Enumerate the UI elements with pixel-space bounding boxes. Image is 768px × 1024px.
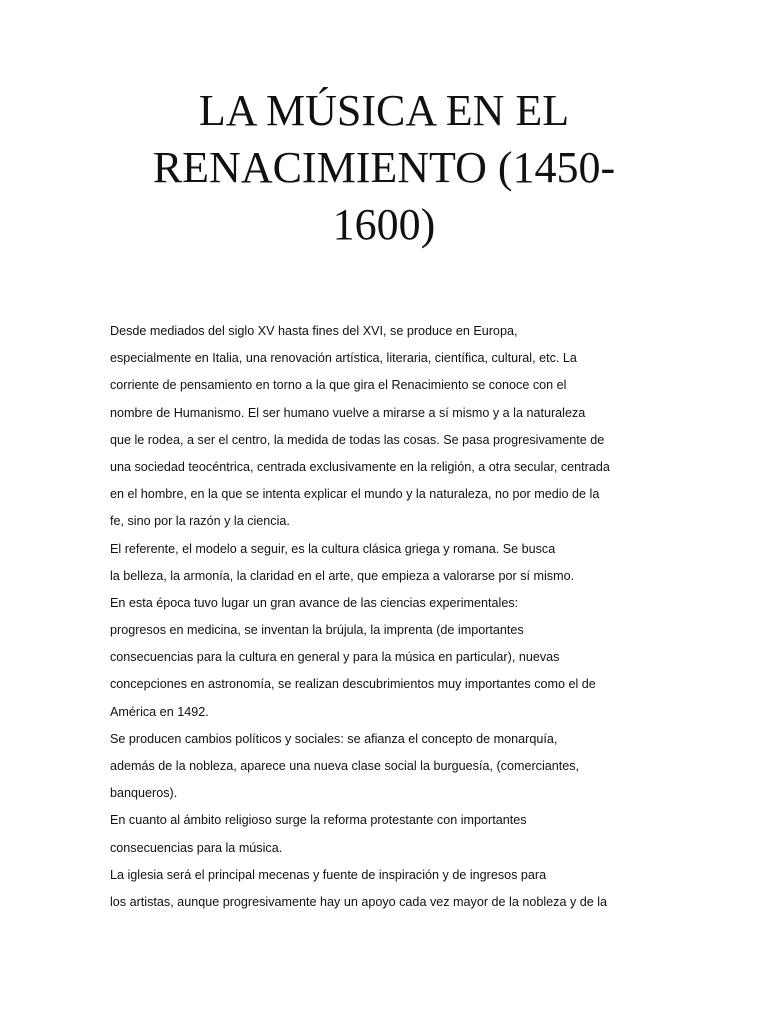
body-line: una sociedad teocéntrica, centrada exclusivamente en la religión, a otra secular, centrada bbox=[110, 459, 610, 474]
body-line: Desde mediados del siglo XV hasta fines del XVI, se produce en Europa, bbox=[110, 324, 518, 338]
body-line: En esta época tuvo lugar un gran avance de las ciencias experimentales: bbox=[110, 595, 519, 610]
body-line: en el hombre, en la que se intenta explicar el mundo y la naturaleza, no por medio de la bbox=[110, 487, 600, 502]
body-line: En cuanto al ámbito religioso surge la reforma protestante con importantes bbox=[110, 813, 527, 828]
body-line: progresos en medicina, se inventan la brújula, la imprenta (de importantes bbox=[110, 623, 524, 638]
body-line: banqueros). bbox=[110, 786, 178, 801]
body-line: Se producen cambios políticos y sociales: se afianza el concepto de monarquía, bbox=[110, 731, 558, 746]
body-line: además de la nobleza, aparece una nueva clase social la burguesía, (comerciantes, bbox=[110, 759, 580, 773]
body-line: la belleza, la armonía, la claridad en el arte, que empieza a valorarse por sí mismo. bbox=[110, 568, 575, 583]
body-line: fe, sino por la razón y la ciencia. bbox=[110, 514, 290, 529]
body-line: los artistas, aunque progresivamente hay un apoyo cada vez mayor de la nobleza y de la bbox=[110, 894, 608, 909]
body-line: concepciones en astronomía, se realizan descubrimientos muy importantes como el de bbox=[110, 677, 596, 692]
body-line: especialmente en Italia, una renovación artística, literaria, científica, cultural, etc. La bbox=[110, 351, 577, 366]
body-text bbox=[110, 318, 710, 916]
body-line: que le rodea, a ser el centro, la medida de todas las cosas. Se pasa progresivamente de bbox=[110, 432, 605, 447]
body-line: consecuencias para la cultura en general y para la música en particular), nuevas bbox=[110, 650, 560, 665]
body-line: corriente de pensamiento en torno a la que gira el Renacimiento se conoce con el bbox=[110, 378, 567, 393]
title-line: RENACIMIENTO (1450- bbox=[152, 143, 616, 192]
body-line: consecuencias para la música. bbox=[110, 840, 283, 855]
body-line: América en 1492. bbox=[110, 704, 209, 719]
body-line: El referente, el modelo a seguir, es la cultura clásica griega y romana. Se busca bbox=[110, 541, 556, 556]
body-line: La iglesia será el principal mecenas y fuente de inspiración y de ingresos para bbox=[110, 867, 547, 882]
title-line: LA MÚSICA EN EL bbox=[198, 86, 570, 135]
title-line: 1600) bbox=[332, 200, 436, 249]
body-line: nombre de Humanismo. El ser humano vuelve a mirarse a sí mismo y a la naturaleza bbox=[110, 405, 586, 420]
document-title bbox=[60, 82, 708, 253]
